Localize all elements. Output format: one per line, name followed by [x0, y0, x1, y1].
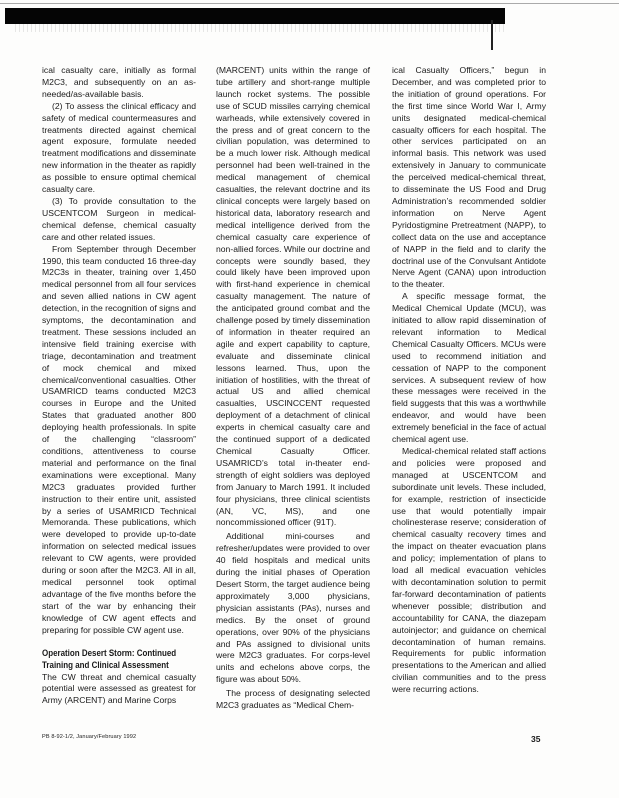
paragraph: (MARCENT) units within the range of tube artillery and short-range multiple launch rocket systems. The possible use of SCUD missiles carrying chemical warheads, while extensively covered in the press and of great concern to the civilian population, was determined to be a much lower risk. Although medical personnel had been well-trained in the medical management of chemical casualties, the relevant doctrine and its clinical concepts were largely based on historical data, laboratory research and medical intelligence derived from the chemical casualty care experience of non-allied forces. While our doctrine and concepts were soundly based, they could likely have been improved upon with first-hand experience in chemical casualty management. The nature of the anticipated ground combat and the challenge posed by timely dissemination of information in theater required an agile and expert capability to capture, evaluate and disseminate clinical lessons learned. Thus, upon the initiation of hostilities, with the threat of actual US and allied chemical casualties, USCINCCENT requested deployment of a detachment of clinical experts in chemical casualty care and the continued support of a dedicated Chemical Casualty Officer. USAMRICD’s total in-theater end-strength of eight soldiers was deployed from January to March 1991. It included four physicians, three clinical scientists (AN, VC, MS), and one noncommissioned officer (91T). [216, 65, 370, 528]
column-right [392, 65, 546, 696]
page-number: 35 [531, 734, 541, 744]
paragraph: ical Casualty Officers,” begun in December, and was completed prior to the initiation of ground operations. For the first time since World War I, Army units designated medical-chemical casualty officers for each hospital. The other services participated on an informal basis. This network was used extensively in January to communicate the perceived medical-chemical threat, to disseminate the US Food and Drug Administration’s recommended soldier information on Nerve Agent Pyridostigmine Pretreatment (NAPP), to collect data on the use and acceptance of NAPP in the field and to clarify the doctrinal use of the Convulsant Antidote Nerve Agent (CANA) upon introduction to the theater. [392, 65, 546, 290]
paragraph: Additional mini-courses and refresher/updates were provided to over 40 field hospitals and medical units during the initial phases of Operation Desert Storm, the target audience being approximately 3,000 physicians, physician assistants (PAs), nurses and medics. By the onset of ground operations, over 90% of the physicians and PAs assigned to divisional units were M2C3 graduates. For corps-level units and echelons above corps, the figure was about 50%. [216, 531, 370, 685]
paragraph: (2) To assess the clinical efficacy and safety of medical countermeasures and treatments directed against chemical agent exposure, formulate needed treatment modifications and disseminate new information in the theater as rapidly as possible to ensure optimal chemical casualty care. [42, 100, 196, 195]
header-black-bar [5, 8, 505, 24]
header-right-tick [491, 20, 493, 50]
page-top-line [0, 3, 619, 4]
paragraph: From September through December 1990, this team conducted 16 three-day M2C3s in theater, training over 1,450 medical personnel from all four services and seven allied nations in CW agent detection, in the recognition of signs and symptoms, the decontamination and treatment. These sessions included an intensive field training exercise with triage, decontamination and treatment of mock chemical and mixed chemical/conventional casualties. Other USAMRICD teams conducted M2C3 courses in Europe and the United States that graduated another 800 deploying health professionals. In spite of the challenging “classroom” conditions, attentiveness to course material and performance on the final examinations were exceptional. Many M2C3 graduates provided further instruction to their entire unit, assisted by a series of USAMRICD Technical Memoranda. These publications, which were developed to provide up-to-date information on selected medical issues relevant to CW agents, were provided during or soon after the M2C3. All in all, medical personnel took optimal advantage of the five months before the start of the war by enhancing their knowledge of CW agent effects and preparing for possible CW agent use. [42, 243, 196, 635]
paragraph: ical casualty care, initially as formal M2C3, and subsequently on an as-needed/as-available basis. [42, 65, 196, 99]
paragraph: (3) To provide consultation to the USCENTCOM Surgeon in medical-chemical defense, chemical casualty care and other related issues. [42, 195, 196, 242]
paragraph: Medical-chemical related staff actions and policies were proposed and managed at USCENTCOM and subordinate unit levels. These included, for example, restriction of insecticide use that would potentially impair cholinesterase reserve; consideration of chemical casualty recovery times and the impact on theater evacuation plans and policy; implementation of plans to load all medical evacuation vehicles with decontamination solution to permit far-forward decontamination of patients whenever possible; distribution and accountability for CANA, the diazepam autoinjector; and guidance on chemical decontamination of human remains. Requirements for public information presentations to the American and allied civilian communities and to the press were recurring actions. [392, 446, 546, 695]
section-heading-line-1: Operation Desert Storm: Continued [42, 646, 177, 658]
paragraph: A specific message format, the Medical Chemical Update (MCU), was initiated to allow rapid dissemination of relevant information to Medical Chemical Casualty Officers. MCUs were used to recommend initiation and cessation of NAPP to the component services. A subsequent review of how these messages were received in the field suggests that this was a worthwhile endeavor, and would have been extremely beneficial in the face of actual chemical agent use. [392, 291, 546, 445]
paragraph: The process of designating selected M2C3 graduates as “Medical Chem- [216, 688, 370, 711]
section-heading [42, 646, 177, 671]
publication-footer: PB 8-92-1/2, January/February 1992 [42, 734, 137, 740]
paragraph: The CW threat and chemical casualty potential were assessed as greatest for Army (ARCENT) and Marine Corps [42, 671, 196, 706]
column-middle [216, 65, 370, 712]
header-scan-noise [15, 24, 505, 32]
column-left [42, 65, 196, 707]
section-heading-line-2: Training and Clinical Assessment [42, 658, 169, 670]
